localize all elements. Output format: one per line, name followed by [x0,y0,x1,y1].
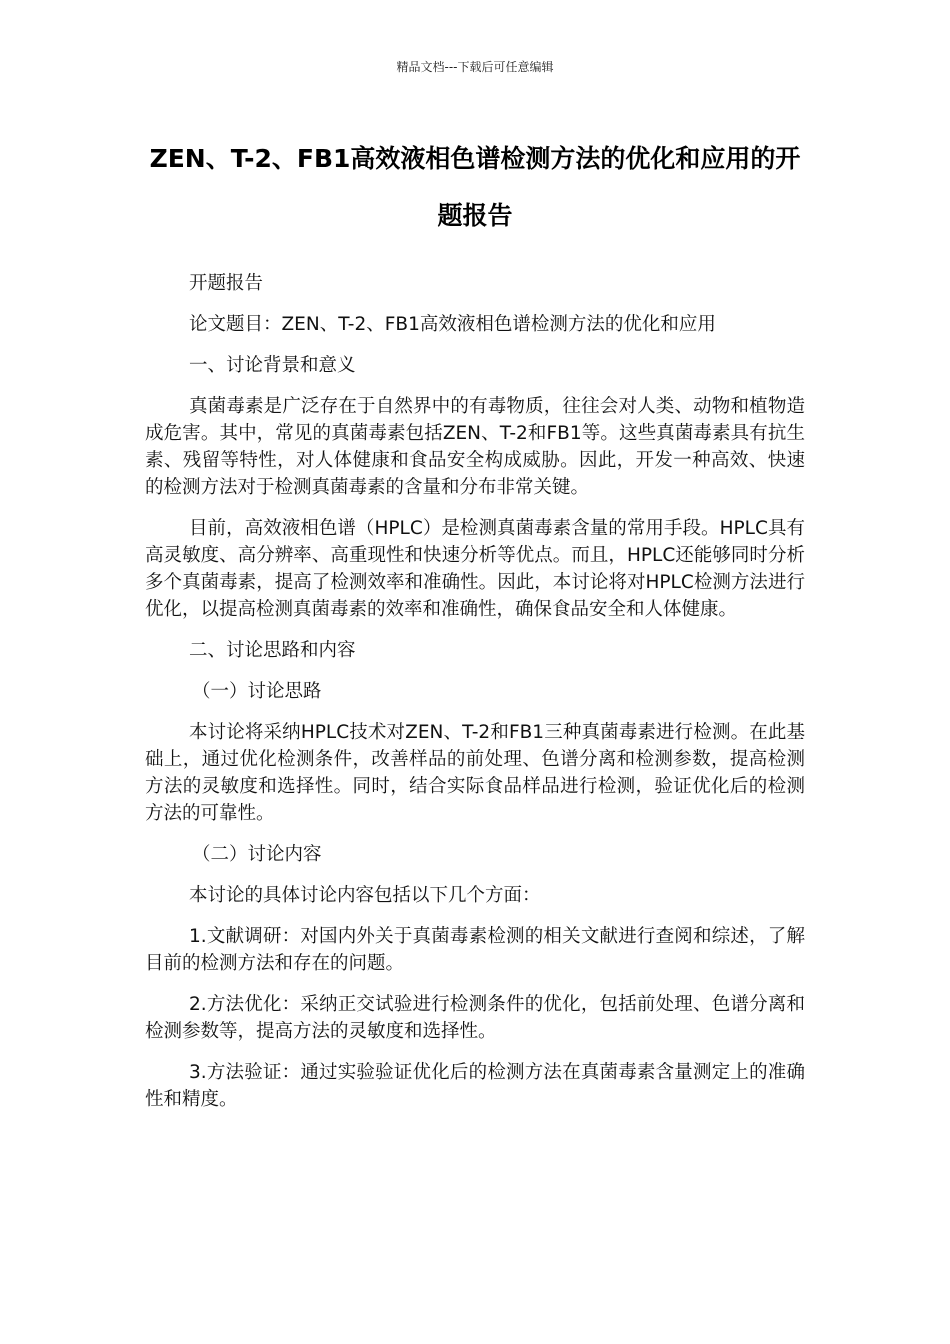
paragraph-background-2: 目前，高效液相色谱（HPLC）是检测真菌毒素含量的常用手段。HPLC具有高灵敏度、高分辨率、高重现性和快速分析等优点。而且，HPLC还能够同时分析多个真菌毒素，提高了检测效率和准确性。因此，本讨论将对HPLC检测方法进行优化，以提高检测真菌毒素的效率和准确性，确保食品安全和人体健康。 [145,518,805,620]
paragraph-background-1: 真菌毒素是广泛存在于自然界中的有毒物质，往往会对人类、动物和植物造成危害。其中，常见的真菌毒素包括ZEN、T-2和FB1等。这些真菌毒素具有抗生素、残留等特性，对人体健康和食品安全构成威胁。因此，开发一种高效、快速的检测方法对于检测真菌毒素的含量和分布非常关键。 [145,396,805,498]
section-label: 开题报告 [189,273,264,294]
section-heading-approach: 二、讨论思路和内容 [189,640,356,661]
subsection-heading-content: （二）讨论内容 [192,844,322,865]
subsection-heading-approach: （一）讨论思路 [192,681,322,702]
document-title: ZEN、T-2、FB1高效液相色谱检测方法的优化和应用的开题报告 [149,144,801,230]
paragraph-content-intro: 本讨论的具体讨论内容包括以下几个方面： [189,885,541,906]
thesis-title-line: 论文题目：ZEN、T-2、FB1高效液相色谱检测方法的优化和应用 [189,314,716,335]
paragraph-approach: 本讨论将采纳HPLC技术对ZEN、T-2和FB1三种真菌毒素进行检测。在此基础上，通过优化检测条件，改善样品的前处理、色谱分离和检测参数，提高检测方法的灵敏度和选择性。同时，结合实际食品样品进行检测，验证优化后的检测方法的可靠性。 [145,722,805,824]
list-item-validation: 3.方法验证：通过实验验证优化后的检测方法在真菌毒素含量测定上的准确性和精度。 [145,1062,805,1110]
document-body [145,270,805,1127]
page-header-note: 精品文档---下载后可任意编辑 [396,60,554,74]
list-item-optimization: 2.方法优化：采纳正交试验进行检测条件的优化，包括前处理、色谱分离和检测参数等，提高方法的灵敏度和选择性。 [145,994,805,1042]
section-heading-background: 一、讨论背景和意义 [189,355,356,376]
list-item-literature: 1.文献调研：对国内外关于真菌毒素检测的相关文献进行查阅和综述，了解目前的检测方法和存在的问题。 [145,926,805,974]
